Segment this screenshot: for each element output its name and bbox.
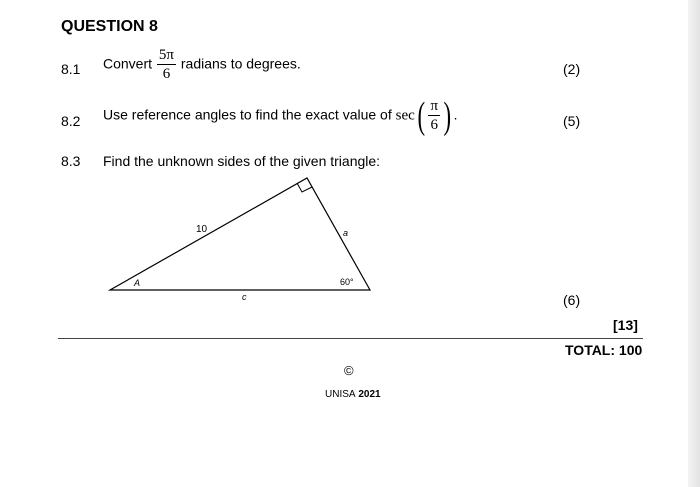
question-text-8-3: Find the unknown sides of the given triangle: xyxy=(103,153,381,169)
marks-8-1: (2) xyxy=(563,61,581,77)
side-a-label: a xyxy=(343,228,349,238)
copyright-icon: © xyxy=(344,363,354,378)
q81-frac-numerator: 5π xyxy=(158,47,174,63)
q82-frac-denominator: 6 xyxy=(430,117,438,133)
triangle-diagram xyxy=(100,170,390,305)
q82-text-before: Use reference angles to find the exact value of xyxy=(103,106,392,123)
divider-line xyxy=(58,338,643,339)
footer-year: 2021 xyxy=(358,389,381,400)
side-c-label: c xyxy=(242,292,247,302)
q81-frac-denominator: 6 xyxy=(162,66,171,82)
footer-org: UNISA xyxy=(325,389,356,400)
question-text-8-1 xyxy=(103,47,301,83)
q82-left-paren: ( xyxy=(417,95,425,137)
section-total: [13] xyxy=(613,317,638,333)
grand-total: TOTAL: 100 xyxy=(565,342,643,358)
q82-text-after: . xyxy=(453,106,458,123)
angle-a-label: A xyxy=(134,278,141,288)
q82-right-paren: ) xyxy=(443,95,452,137)
footer xyxy=(325,389,381,400)
q82-frac-numerator: π xyxy=(430,98,439,114)
triangle-outline xyxy=(110,178,370,290)
side-hyp-label: 10 xyxy=(196,224,208,235)
right-angle-marker xyxy=(297,183,312,192)
angle-60-label: 60° xyxy=(340,277,354,287)
page-edge xyxy=(688,0,700,487)
question-number-8-1: 8.1 xyxy=(61,61,81,77)
q81-fraction xyxy=(157,47,176,83)
q81-text-before: Convert xyxy=(103,55,153,72)
q81-text-after: radians to degrees. xyxy=(180,55,301,72)
q82-fraction xyxy=(428,98,440,134)
question-number-8-2: 8.2 xyxy=(61,113,81,129)
marks-8-3: (6) xyxy=(563,292,581,308)
marks-8-2: (5) xyxy=(563,113,581,129)
question-text-8-2 xyxy=(103,97,458,135)
question-title: QUESTION 8 xyxy=(61,18,158,35)
question-number-8-3: 8.3 xyxy=(61,153,81,169)
q82-function: sec xyxy=(395,107,415,124)
